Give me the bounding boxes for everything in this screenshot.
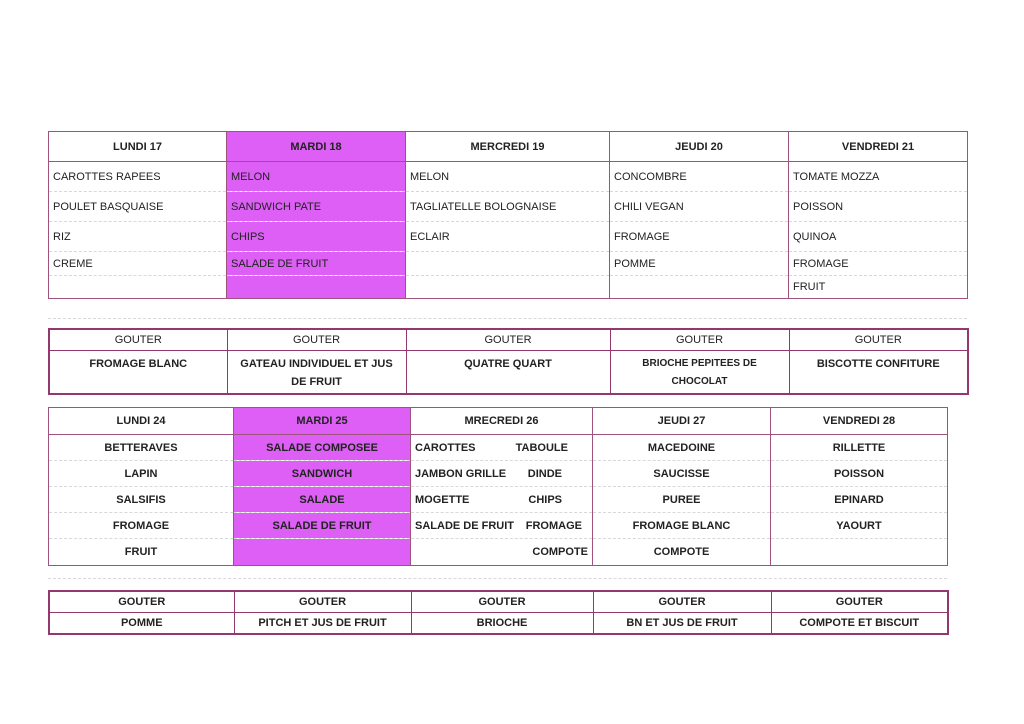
menu-cell	[771, 539, 948, 566]
snack-label: GOUTER	[234, 591, 411, 613]
snack-item: COMPOTE ET BISCUIT	[771, 613, 948, 635]
menu-cell: CAROTTES RAPEES	[49, 162, 227, 192]
menu-cell	[406, 276, 610, 299]
day-header: VENDREDI 21	[789, 132, 968, 162]
menu-cell	[411, 435, 593, 461]
menu-cell: SANDWICH	[234, 461, 411, 487]
menu-cell: COMPOTE	[593, 539, 771, 566]
menu-item: SALADE DE FRUIT	[415, 519, 514, 532]
menu-cell: FROMAGE BLANC	[593, 513, 771, 539]
menu-cell: ECLAIR	[406, 222, 610, 252]
week2-menu-table	[48, 407, 948, 566]
menu-item: COMPOTE	[532, 546, 588, 558]
menu-cell	[227, 276, 406, 299]
week2-snack-table	[48, 590, 949, 635]
menu-item: DINDE	[527, 467, 562, 480]
menu-cell: POISSON	[771, 461, 948, 487]
menu-item: MOGETTE	[415, 493, 470, 506]
snack-item: BN ET JUS DE FRUIT	[593, 613, 771, 635]
menu-cell: TAGLIATELLE BOLOGNAISE	[406, 192, 610, 222]
menu-cell: CREME	[49, 252, 227, 276]
menu-row	[49, 222, 968, 252]
menu-row	[49, 513, 948, 539]
menu-cell: FROMAGE	[610, 222, 789, 252]
menu-cell: POMME	[610, 252, 789, 276]
menu-cell	[49, 276, 227, 299]
snack-item: BISCOTTE CONFITURE	[789, 351, 968, 395]
snack-label: GOUTER	[406, 329, 610, 351]
day-header: VENDREDI 28	[771, 408, 948, 435]
day-header: MARDI 18	[227, 132, 406, 162]
snack-item: FROMAGE BLANC	[49, 351, 227, 395]
menu-cell: CHILI VEGAN	[610, 192, 789, 222]
menu-cell: POISSON	[789, 192, 968, 222]
snack-label: GOUTER	[411, 591, 593, 613]
menu-cell: YAOURT	[771, 513, 948, 539]
menu-cell	[610, 276, 789, 299]
menu-cell	[411, 487, 593, 513]
menu-item: CHIPS	[528, 493, 562, 506]
snack-item: PITCH ET JUS DE FRUIT	[234, 613, 411, 635]
snack-label: GOUTER	[49, 591, 234, 613]
menu-cell: POULET BASQUAISE	[49, 192, 227, 222]
day-header: MARDI 25	[234, 408, 411, 435]
snack-item-row	[49, 351, 968, 395]
menu-cell	[234, 539, 411, 566]
menu-item: JAMBON GRILLE	[415, 467, 507, 480]
menu-cell: SALADE DE FRUIT	[227, 252, 406, 276]
snack-item: BRIOCHE PEPITEES DE CHOCOLAT	[610, 351, 789, 395]
snack-item: POMME	[49, 613, 234, 635]
menu-cell: RIZ	[49, 222, 227, 252]
week2-header-row	[49, 408, 948, 435]
menu-row	[49, 162, 968, 192]
menu-cell: FRUIT	[49, 539, 234, 566]
menu-cell: FRUIT	[789, 276, 968, 299]
menu-item: CAROTTES	[415, 441, 476, 454]
day-header: MRECREDI 26	[411, 408, 593, 435]
menu-cell	[406, 252, 610, 276]
menu-row	[49, 192, 968, 222]
menu-cell: BETTERAVES	[49, 435, 234, 461]
menu-cell: MELON	[227, 162, 406, 192]
menu-cell: RILLETTE	[771, 435, 948, 461]
week1-snack-table	[48, 328, 969, 395]
snack-item: QUATRE QUART	[406, 351, 610, 395]
snack-label: GOUTER	[593, 591, 771, 613]
week1-menu-table	[48, 131, 968, 299]
snack-label-row	[49, 329, 968, 351]
menu-cell: SAUCISSE	[593, 461, 771, 487]
week1-header-row	[49, 132, 968, 162]
snack-label: GOUTER	[227, 329, 406, 351]
menu-cell: CHIPS	[227, 222, 406, 252]
menu-row	[49, 539, 948, 566]
menu-cell: SALADE	[234, 487, 411, 513]
snack-item-row	[49, 613, 948, 635]
menu-cell: QUINOA	[789, 222, 968, 252]
snack-label: GOUTER	[789, 329, 968, 351]
menu-cell: FROMAGE	[789, 252, 968, 276]
menu-cell	[411, 461, 593, 487]
menu-cell: SALADE COMPOSEE	[234, 435, 411, 461]
menu-cell: SANDWICH PATE	[227, 192, 406, 222]
menu-cell: MELON	[406, 162, 610, 192]
menu-cell: CONCOMBRE	[610, 162, 789, 192]
row-separator	[48, 578, 947, 579]
snack-item: BRIOCHE	[411, 613, 593, 635]
menu-cell: FROMAGE	[49, 513, 234, 539]
snack-item: GATEAU INDIVIDUEL ET JUS DE FRUIT	[227, 351, 406, 395]
menu-cell: LAPIN	[49, 461, 234, 487]
menu-row	[49, 252, 968, 276]
snack-label: GOUTER	[610, 329, 789, 351]
menu-row	[49, 435, 948, 461]
menu-cell	[411, 539, 593, 566]
day-header: LUNDI 17	[49, 132, 227, 162]
day-header: JEUDI 27	[593, 408, 771, 435]
day-header: LUNDI 24	[49, 408, 234, 435]
menu-cell: MACEDOINE	[593, 435, 771, 461]
snack-label: GOUTER	[771, 591, 948, 613]
menu-item: FROMAGE	[525, 519, 582, 532]
row-separator	[48, 318, 967, 319]
menu-row	[49, 461, 948, 487]
menu-item: TABOULE	[515, 441, 568, 454]
menu-cell: SALSIFIS	[49, 487, 234, 513]
menu-row	[49, 276, 968, 299]
menu-cell: EPINARD	[771, 487, 948, 513]
menu-cell: SALADE DE FRUIT	[234, 513, 411, 539]
menu-cell	[411, 513, 593, 539]
menu-cell: PUREE	[593, 487, 771, 513]
day-header: MERCREDI 19	[406, 132, 610, 162]
snack-label-row	[49, 591, 948, 613]
menu-cell: TOMATE MOZZA	[789, 162, 968, 192]
day-header: JEUDI 20	[610, 132, 789, 162]
menu-row	[49, 487, 948, 513]
snack-label: GOUTER	[49, 329, 227, 351]
